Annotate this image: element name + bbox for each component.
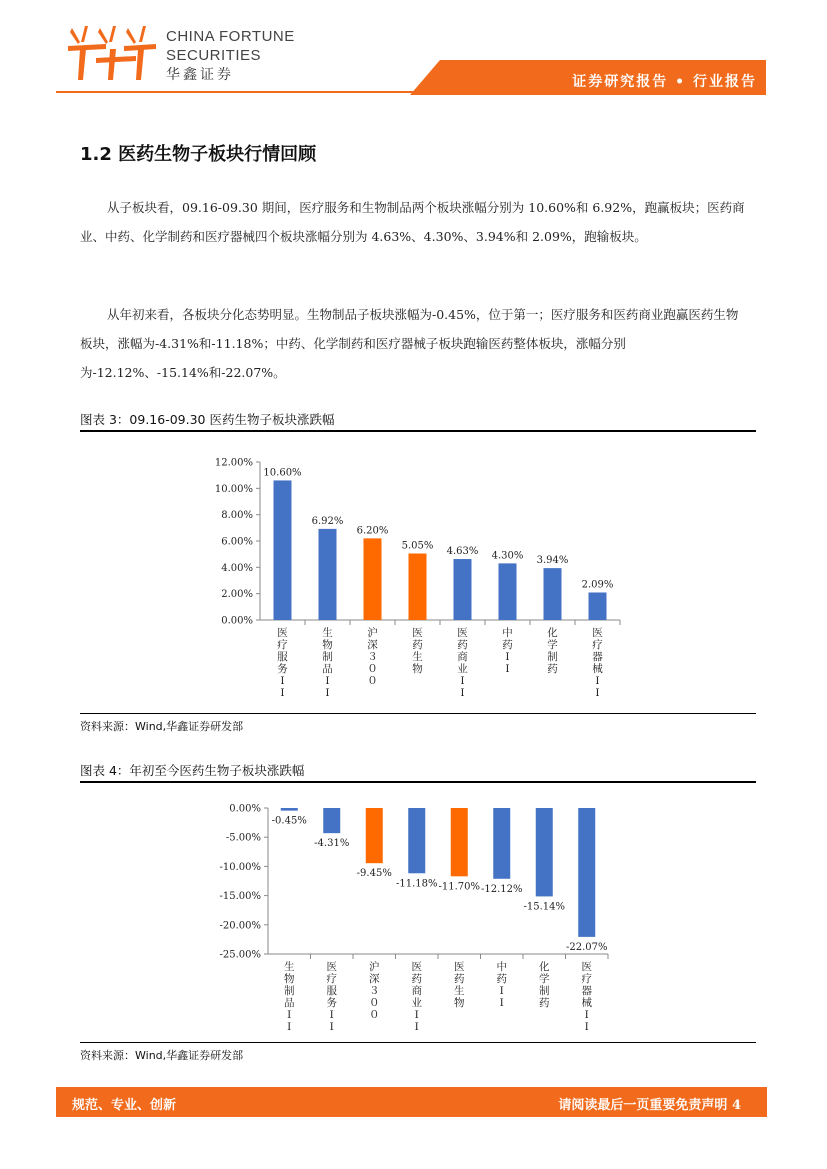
category-label-char: I: [325, 687, 330, 699]
category-label-char: 物: [412, 663, 423, 675]
category-label-char: 沪: [369, 961, 380, 973]
category-label: [582, 961, 593, 1033]
category-label-char: 医: [454, 961, 465, 973]
figure3-title: 图表 3：09.16-09.30 医药生物子板块涨跌幅: [80, 412, 335, 427]
data-label: 4.30%: [491, 550, 524, 562]
category-label-char: ０: [369, 1009, 380, 1021]
logo-en-line1: CHINA FORTUNE: [166, 28, 295, 45]
category-label: [369, 960, 380, 1021]
bar: [408, 808, 425, 873]
category-label-char: 医: [411, 961, 422, 973]
bar: [319, 529, 337, 620]
category-label: [539, 960, 550, 1009]
category-label-char: I: [584, 1021, 589, 1033]
category-label-char: I: [414, 1009, 419, 1021]
category-label-char: 药: [547, 663, 558, 675]
footer-slogan: 规范、专业、创新: [72, 1098, 177, 1113]
category-label-char: 药: [457, 639, 468, 651]
category-label: [277, 627, 288, 699]
company-logo-icon: [66, 22, 158, 84]
y-tick-label: 2.00%: [221, 589, 253, 601]
bar: [451, 808, 468, 876]
data-label: 4.63%: [446, 546, 479, 558]
category-label-char: 器: [581, 985, 592, 997]
y-tick-label: -5.00%: [225, 832, 261, 844]
data-label: 5.05%: [401, 540, 434, 552]
category-label-char: 医: [457, 627, 468, 639]
data-label: 2.09%: [581, 579, 614, 591]
data-label: -22.07%: [565, 941, 608, 953]
category-label-char: 学: [547, 639, 558, 651]
category-label-char: 化: [539, 961, 550, 973]
category-label-char: ３: [367, 651, 378, 663]
category-label-char: 医: [277, 627, 288, 639]
category-label-char: I: [499, 985, 504, 997]
category-label-char: 疗: [592, 639, 603, 651]
category-label-char: I: [505, 651, 510, 663]
data-label: -9.45%: [356, 868, 392, 880]
bar: [366, 808, 383, 863]
category-label-char: 物: [284, 973, 295, 985]
category-label-char: I: [329, 1009, 334, 1021]
bar: [536, 808, 553, 896]
bar: [589, 592, 607, 620]
bar: [409, 554, 427, 620]
category-label: [412, 961, 423, 1033]
logo-english-name: [166, 27, 295, 65]
figure4-bar-chart: [0, 790, 827, 1038]
category-label-char: I: [325, 675, 330, 687]
category-label-char: I: [414, 1021, 419, 1033]
category-label-char: 物: [454, 997, 465, 1009]
category-label-char: 医: [412, 627, 423, 639]
category-label-char: 医: [592, 627, 603, 639]
figure3-bottom-rule: [80, 713, 756, 714]
category-label-char: 化: [547, 627, 558, 639]
category-label-char: 制: [539, 985, 550, 997]
category-label-char: 中: [496, 961, 507, 973]
category-label-char: ０: [367, 675, 378, 687]
data-label: 3.94%: [536, 555, 569, 567]
category-label-char: 品: [284, 997, 295, 1009]
category-label-char: 制: [284, 985, 295, 997]
y-tick-label: 4.00%: [221, 562, 253, 574]
category-label-char: 生: [454, 985, 465, 997]
paragraph-ytd-review: 从年初来看，各板块分化态势明显。生物制品子板块涨幅为-0.45%，位于第一；医疗服务和医药商业跑赢医药生物板块，涨幅为-4.31%和-11.18%；中药、化学制药和医疗器械子板块跑输医药整体板块，涨幅分别为-12.12%、-15.14%和-22.07%。: [80, 307, 739, 380]
y-tick-label: 8.00%: [221, 510, 253, 522]
category-label-char: 服: [277, 651, 288, 663]
category-label-char: 中: [502, 627, 513, 639]
category-label: [284, 960, 295, 1033]
category-label-char: 沪: [367, 627, 378, 639]
category-label: [497, 960, 508, 1009]
category-label-char: I: [505, 663, 510, 675]
category-label-char: I: [460, 675, 465, 687]
category-label-char: 疗: [581, 973, 592, 985]
category-label-char: 生: [322, 627, 333, 639]
category-label: [454, 961, 465, 1009]
figure4-top-rule: [80, 781, 756, 783]
y-tick-label: -15.00%: [219, 891, 261, 903]
figure4-title: 图表 4：年初至今医药生物子板块涨跌幅: [80, 763, 305, 778]
category-label-char: 深: [369, 973, 380, 985]
y-tick-label: 12.00%: [214, 457, 253, 469]
category-label: [322, 626, 333, 699]
category-label: [367, 626, 378, 687]
category-label-char: I: [584, 1009, 589, 1021]
category-label-char: 药: [502, 639, 513, 651]
category-label-char: 药: [412, 639, 423, 651]
category-label-char: I: [287, 1021, 292, 1033]
category-label-char: I: [280, 675, 285, 687]
header-rule: [56, 91, 416, 93]
bar: [454, 559, 472, 620]
report-type-label: 证券研究报告 • 行业报告: [572, 74, 757, 90]
category-label-char: 业: [411, 997, 422, 1009]
category-label: [592, 627, 603, 699]
paragraph-sub-sector-review: 从子板块看，09.16-09.30 期间，医疗服务和生物制品两个板块涨幅分别为 10.60%和 6.92%，跑赢板块；医药商业、中药、化学制药和医疗器械四个板块涨幅分别为 4.63%、4.30%、3.94%和 2.09%，跑输板块。: [80, 200, 745, 244]
data-label: -15.14%: [523, 901, 566, 913]
category-label-char: 制: [547, 651, 558, 663]
category-label-char: 医: [581, 961, 592, 973]
y-tick-label: -10.00%: [219, 861, 261, 873]
category-label-char: 疗: [277, 639, 288, 651]
data-label: -11.70%: [438, 881, 481, 893]
category-label-char: I: [460, 687, 465, 699]
category-label-char: 务: [277, 663, 288, 675]
bar: [274, 480, 292, 620]
category-label: [412, 627, 423, 675]
bar: [493, 808, 510, 879]
category-label-char: 生: [284, 961, 295, 973]
figure3-top-rule: [80, 430, 756, 432]
data-label: -12.12%: [480, 883, 523, 895]
category-label-char: 务: [326, 997, 337, 1009]
figure4-bottom-rule: [80, 1042, 756, 1043]
category-label-char: 医: [326, 961, 337, 973]
data-label: 6.92%: [311, 515, 344, 527]
category-label-char: 深: [367, 639, 378, 651]
category-label-char: 药: [411, 973, 422, 985]
category-label-char: 商: [457, 651, 468, 663]
logo-en-line2: SECURITIES: [166, 47, 262, 64]
category-label: [457, 627, 468, 699]
bar: [323, 808, 340, 833]
category-label-char: I: [329, 1021, 334, 1033]
bar: [281, 808, 298, 811]
category-label-char: 商: [411, 985, 422, 997]
category-label-char: I: [499, 997, 504, 1009]
category-label-char: I: [595, 675, 600, 687]
category-label-char: I: [595, 687, 600, 699]
data-label: 10.60%: [263, 467, 302, 479]
footer-disclaimer-note: 请阅读最后一页重要免责声明 4: [558, 1098, 741, 1113]
category-label-char: 生: [412, 651, 423, 663]
category-label: [502, 626, 513, 675]
data-label: -0.45%: [271, 815, 307, 827]
category-label-char: I: [280, 687, 285, 699]
y-tick-label: -20.00%: [219, 920, 261, 932]
y-tick-label: 0.00%: [229, 803, 261, 815]
category-label-char: 物: [322, 639, 333, 651]
category-label-char: 品: [322, 663, 333, 675]
section-title: 1.2 医药生物子板块行情回顾: [80, 144, 317, 165]
data-label: 6.20%: [356, 525, 389, 537]
category-label-char: 药: [496, 973, 507, 985]
category-label-char: 学: [539, 973, 550, 985]
y-tick-label: 0.00%: [221, 615, 253, 627]
y-tick-label: 10.00%: [214, 483, 253, 495]
y-tick-label: 6.00%: [221, 536, 253, 548]
category-label-char: 械: [581, 997, 592, 1009]
category-label: [327, 961, 338, 1033]
category-label-char: 业: [457, 663, 468, 675]
bar: [578, 808, 595, 937]
category-label-char: 疗: [326, 973, 337, 985]
category-label-char: 器: [592, 651, 603, 663]
y-tick-label: -25.00%: [219, 949, 261, 961]
category-label-char: 药: [454, 973, 465, 985]
figure3-bar-chart: [0, 440, 827, 710]
category-label-char: ０: [367, 663, 378, 675]
category-label-char: 药: [539, 997, 550, 1009]
category-label: [547, 626, 558, 675]
logo-chinese-name: 华鑫证券: [166, 67, 234, 83]
figure4-source: 资料来源：Wind,华鑫证券研发部: [80, 1049, 244, 1062]
category-label-char: 服: [326, 985, 337, 997]
category-label-char: I: [287, 1009, 292, 1021]
figure3-source: 资料来源：Wind,华鑫证券研发部: [80, 720, 244, 733]
data-label: -4.31%: [314, 838, 350, 850]
data-label: -11.18%: [395, 878, 438, 890]
category-label-char: ３: [369, 985, 380, 997]
category-label-char: 械: [592, 663, 603, 675]
bar: [364, 538, 382, 620]
bar: [499, 563, 517, 620]
bar: [544, 568, 562, 620]
category-label-char: 制: [322, 651, 333, 663]
category-label-char: ０: [369, 997, 380, 1009]
